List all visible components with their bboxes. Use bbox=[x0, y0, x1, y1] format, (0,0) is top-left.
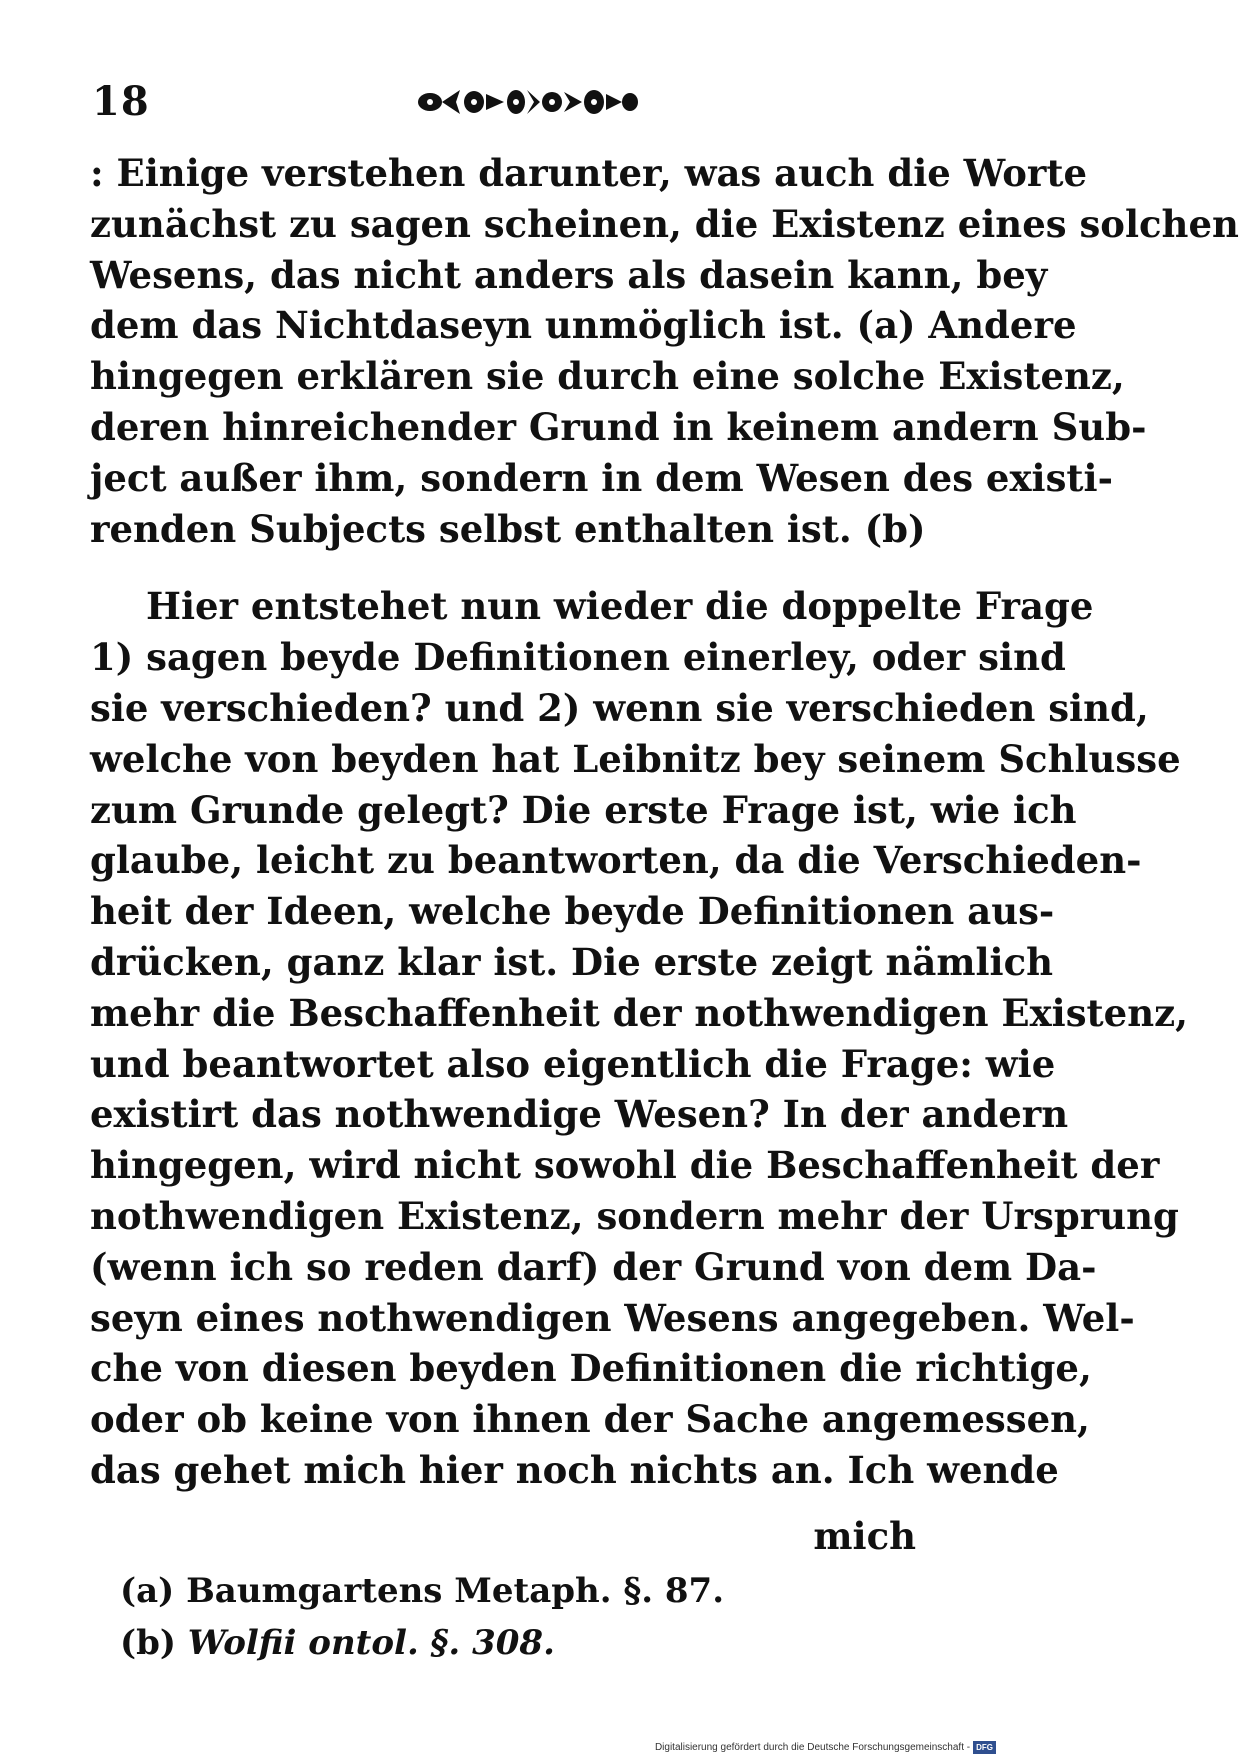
page-header bbox=[0, 70, 1000, 130]
text-line: das gehet mich hier noch nichts an. Ich wende bbox=[90, 1447, 1059, 1492]
text-line: 1) sagen beyde Definitionen einerley, oder sind bbox=[90, 635, 1066, 680]
text-line: Wesens, das nicht anders als dasein kann, bey bbox=[90, 252, 1048, 297]
page-number: 18 bbox=[92, 78, 150, 125]
text-line: renden Subjects selbst enthalten ist. (b) bbox=[90, 506, 926, 551]
text-line: sie verschieden? und 2) wenn sie verschieden sind, bbox=[90, 685, 1149, 730]
text-line: deren hinreichender Grund in keinem andern Sub- bbox=[90, 404, 1147, 449]
text-line: existirt das nothwendige Wesen? In der andern bbox=[90, 1092, 1069, 1137]
text-line: drücken, ganz klar ist. Die erste zeigt nämlich bbox=[90, 939, 1054, 984]
footnote-b bbox=[120, 1617, 900, 1669]
text-line: seyn eines nothwendigen Wesens angegeben. Wel- bbox=[90, 1295, 1135, 1340]
text-line: zum Grunde gelegt? Die erste Frage ist, wie ich bbox=[90, 787, 1077, 832]
footnotes bbox=[120, 1565, 900, 1669]
text-line: hingegen erklären sie durch eine solche Existenz, bbox=[90, 354, 1125, 399]
footnote-marker: (b) bbox=[120, 1623, 176, 1663]
footnote-a bbox=[120, 1565, 900, 1617]
credit-text: Digitalisierung gefördert durch die Deutsche Forschungsgemeinschaft - bbox=[654, 1741, 971, 1753]
footnote-marker: (a) bbox=[120, 1571, 175, 1611]
text-line: mehr die Beschaffenheit der nothwendigen Existenz, bbox=[90, 990, 1188, 1035]
dfg-logo-icon: DFG bbox=[973, 1741, 996, 1754]
text-line: hingegen, wird nicht sowohl die Beschaffenheit der bbox=[90, 1143, 1160, 1188]
printer-ornament-icon bbox=[412, 84, 642, 120]
text-line: : Einige verstehen darunter, was auch die Worte bbox=[90, 151, 1088, 195]
text-line: Hier entstehet nun wieder die doppelte Frage bbox=[146, 584, 1094, 629]
paragraph bbox=[90, 581, 1188, 1495]
text-line: oder ob keine von ihnen der Sache angemessen, bbox=[90, 1397, 1090, 1442]
text-line: welche von beyden hat Leibnitz bey seinem Schlusse bbox=[90, 736, 1181, 781]
text-line: (wenn ich so reden darf) der Grund von dem Da- bbox=[90, 1244, 1097, 1289]
digitization-credit bbox=[655, 1740, 996, 1754]
text-line: nothwendigen Existenz, sondern mehr der Ursprung bbox=[90, 1193, 1179, 1238]
footnote-text: Baumgartens Metaph. §. 87. bbox=[186, 1571, 725, 1611]
text-line: dem das Nichtdaseyn unmöglich ist. (a) Andere bbox=[90, 303, 1077, 348]
main-text bbox=[90, 148, 1239, 1496]
text-line: zunächst zu sagen scheinen, die Existenz eines solchen bbox=[90, 201, 1239, 246]
text-line: che von diesen beyden Definitionen die richtige, bbox=[90, 1346, 1092, 1391]
footnote-text: Wolfii ontol. §. 308. bbox=[187, 1623, 555, 1663]
paragraph-gap bbox=[90, 554, 940, 581]
text-line: und beantwortet also eigentlich die Frage: wie bbox=[90, 1041, 1056, 1086]
text-line: ject außer ihm, sondern in dem Wesen des existi- bbox=[90, 455, 1113, 500]
text-line: glaube, leicht zu beantworten, da die Verschieden- bbox=[90, 838, 1142, 883]
catchword: mich bbox=[813, 1514, 916, 1558]
paragraph bbox=[90, 148, 1239, 554]
text-line: heit der Ideen, welche beyde Definitionen aus- bbox=[90, 889, 1055, 934]
